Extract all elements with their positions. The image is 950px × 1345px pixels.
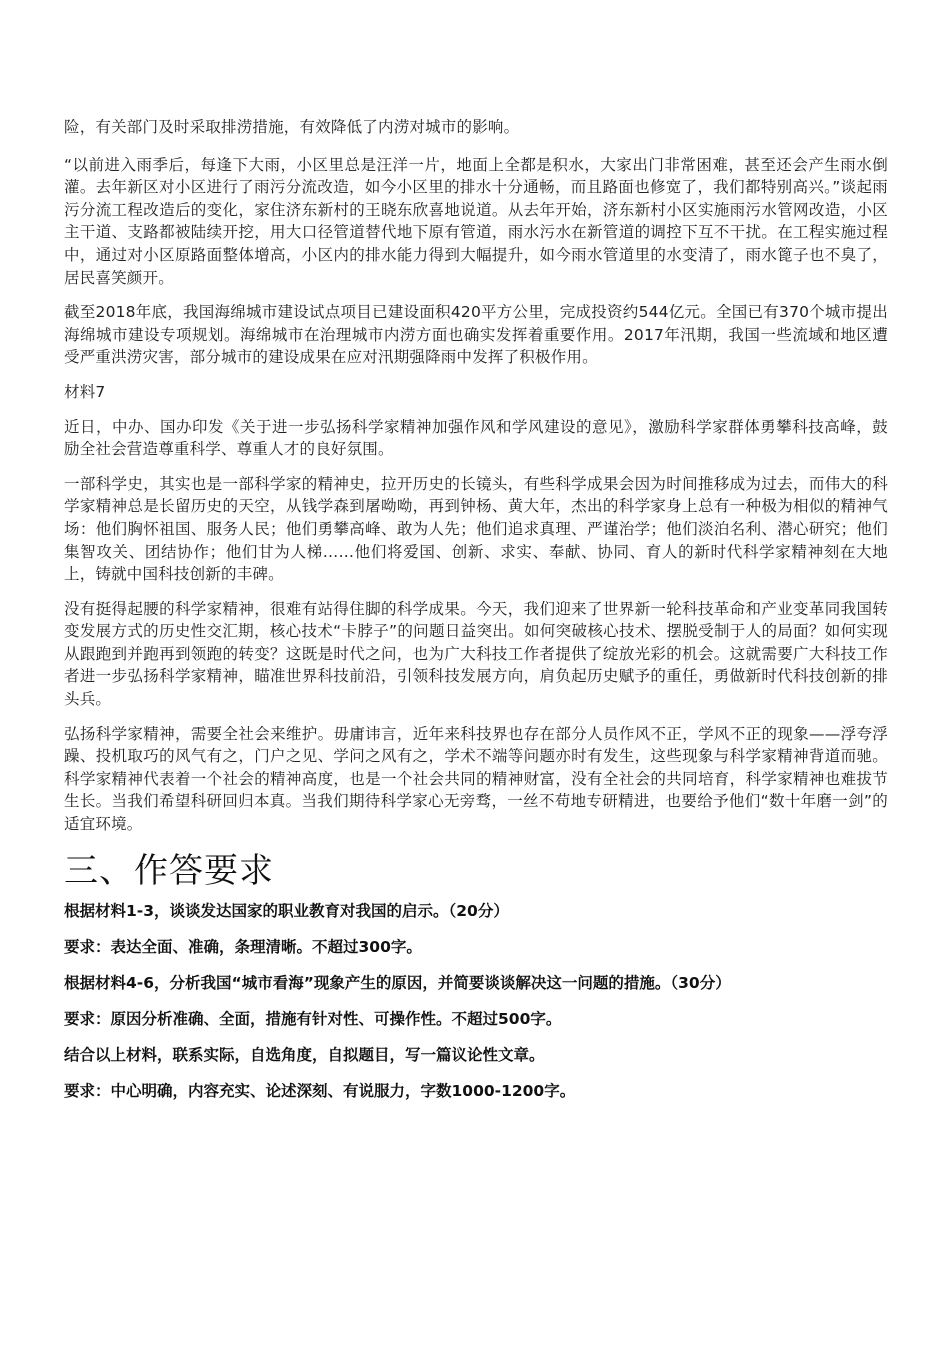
- requirement-question-3: 结合以上材料，联系实际，自选角度，自拟题目，写一篇议论性文章。: [64, 1045, 545, 1064]
- paragraph-intro-fragment: 险，有关部门及时采取排涝措施，有效降低了内涝对城市的影响。: [64, 118, 520, 136]
- document-page: [64, 116, 888, 1116]
- paragraph-material7-4: 弘扬科学家精神，需要全社会来维护。毋庸讳言，近年来科技界也存在部分人员作风不正，学风不正的现象——浮夸浮躁、投机取巧的风气有之，门户之见、学问之风有之，学术不端等问题亦时有发生，这些现象与科学家精神背道而驰。科学家精神代表着一个社会的精神高度，也是一个社会共同的精神财富，没有全社会的共同培育，科学家精神也难拔节生长。当我们希望科研回归本真。当我们期待科学家心无旁骛，一丝不苟地专研精进，也要给予他们“数十年磨一剑”的适宜环境。: [64, 724, 888, 834]
- paragraph-sponge-city: 截至2018年底，我国海绵城市建设试点项目已建设面积420平方公里，完成投资约544亿元。全国已有370个城市提出海绵城市建设专项规划。海绵城市在治理城市内涝方面也确实发挥着重要作用。2017年汛期，我国一些流域和地区遭受严重洪涝灾害，部分城市的建设成果在应对汛期强降雨中发挥了积极作用。: [64, 303, 888, 367]
- requirement-note-2: 要求：原因分析准确、全面，措施有针对性、可操作性。不超过500字。: [64, 1009, 562, 1028]
- section-heading-answer-requirements: 三、作答要求: [64, 850, 274, 891]
- paragraph-material7-3: 没有挺得起腰的科学家精神，很难有站得住脚的科学成果。今天，我们迎来了世界新一轮科技革命和产业变革同我国转变发展方式的历史性交汇期，核心技术“卡脖子”的问题日益突出。如何突破核心技术、摆脱受制于人的局面？如何实现从跟跑到并跑再到领跑的转变？这既是时代之问，也为广大科技工作者提供了绽放光彩的机会。这就需要广大科技工作者进一步弘扬科学家精神，瞄准世界科技前沿，引领科技发展方向，肩负起历史赋予的重任，勇做新时代科技创新的排头兵。: [64, 599, 888, 709]
- requirement-question-1: 根据材料1-3，谈谈发达国家的职业教育对我国的启示。（20分）: [64, 901, 509, 920]
- material-7-label: 材料7: [64, 382, 106, 401]
- requirement-note-1: 要求：表达全面、准确，条理清晰。不超过300字。: [64, 937, 422, 956]
- paragraph-material7-1: 近日，中办、国办印发《关于进一步弘扬科学家精神加强作风和学风建设的意见》，激励科学家群体勇攀科技高峰，鼓励全社会营造尊重科学、尊重人才的良好氛围。: [64, 417, 888, 459]
- requirement-note-3: 要求：中心明确，内容充实、论述深刻、有说服力，字数1000-1200字。: [64, 1081, 576, 1100]
- paragraph-material7-2: 一部科学史，其实也是一部科学家的精神史，拉开历史的长镜头，有些科学成果会因为时间推移成为过去，而伟大的科学家精神总是长留历史的天空，从钱学森到屠呦呦，再到钟杨、黄大年，杰出的科学家身上总有一种极为相似的精神气场：他们胸怀祖国、服务人民；他们勇攀高峰、敢为人先；他们追求真理、严谨治学；他们淡泊名利、潜心研究；他们集智攻关、团结协作；他们甘为人梯……他们将爱国、创新、求实、奉献、协同、育人的新时代科学家精神刻在大地上，铸就中国科技创新的丰碑。: [64, 474, 888, 584]
- paragraph-resident-quote: “以前进入雨季后，每逢下大雨，小区里总是汪洋一片，地面上全都是积水，大家出门非常困难，甚至还会产生雨水倒灌。去年新区对小区进行了雨污分流改造，如今小区里的排水十分通畅，而且路面也修宽了，我们都特别高兴。”谈起雨污分流工程改造后的变化，家住济东新村的王晓东欣喜地说道。从去年开始，济东新村小区实施雨污水管网改造，小区主干道、支路都被陆续开挖，用大口径管道替代地下原有管道，雨水污水在新管道的调控下互不干扰。在工程实施过程中，通过对小区原路面整体增高，小区内的排水能力得到大幅提升，如今雨水管道里的水变清了，雨水篦子也不臭了，居民喜笑颜开。: [64, 155, 888, 287]
- requirement-question-2: 根据材料4-6，分析我国“城市看海”现象产生的原因，并简要谈谈解决这一问题的措施。（30分）: [64, 973, 731, 992]
